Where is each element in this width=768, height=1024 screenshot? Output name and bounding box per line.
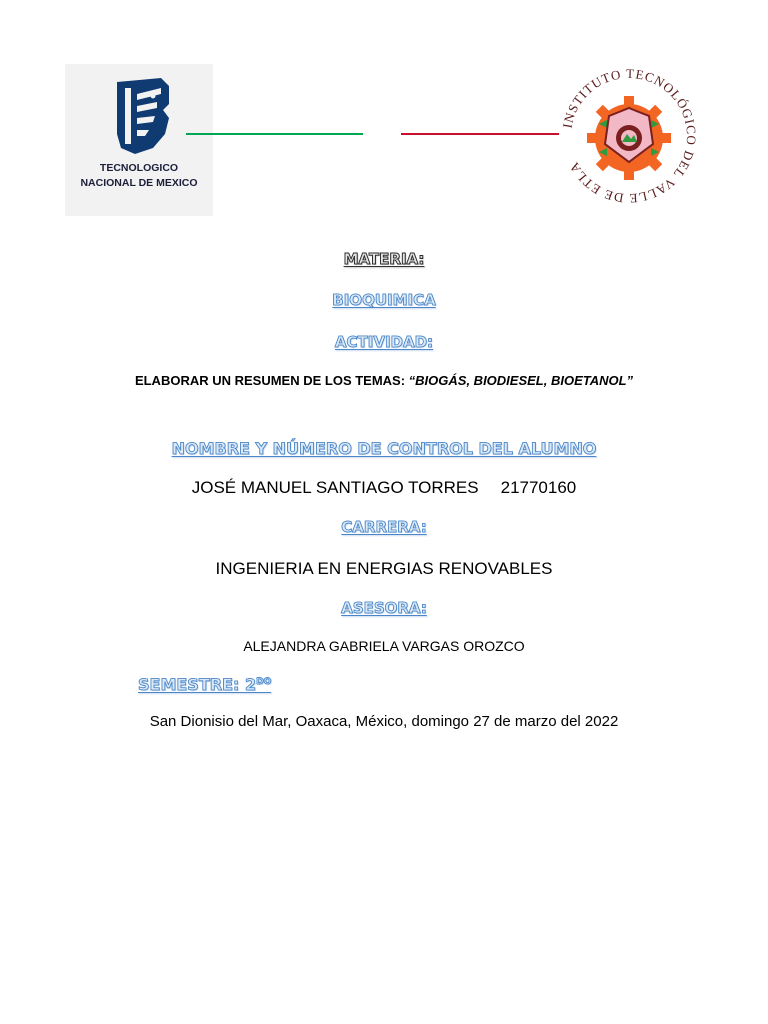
alumno-label: NOMBRE Y NÚMERO DE CONTROL DEL ALUMNO [171,439,597,458]
itve-seal-logo [555,62,703,210]
alumno-name: JOSÉ MANUEL SANTIAGO TORRES [191,478,479,497]
carrera-value: INGENIERIA EN ENERGIAS RENOVABLES [215,559,553,578]
itve-seal-icon [555,62,703,210]
actividad-label: ACTIVIDAD: [334,333,434,351]
actividad-topics: “BIOGÁS, BIODIESEL, BIOETANOL” [408,373,634,388]
asesora-label: ASESORA: [341,599,427,617]
tecnm-name-line2: NACIONAL DE MEXICO [80,177,198,189]
asesora-value: ALEJANDRA GABRIELA VARGAS OROZCO [243,638,525,654]
tecnm-logo [65,64,213,216]
alumno-control-number: 21770160 [500,478,577,497]
alumno-info [0,478,768,498]
actividad-prefix: ELABORAR UN RESUMEN DE LOS TEMAS: [134,373,409,388]
semestre-text: SEMESTRE: 2 [138,675,257,694]
green-rule [186,133,363,135]
materia-value: BIOQUIMICA [332,291,436,309]
semestre-label [138,675,271,694]
materia-label: MATERIA: [343,250,425,268]
carrera-label: CARRERA: [341,518,427,536]
semestre-ordinal: DO [256,677,272,687]
place-date: San Dionisio del Mar, Oaxaca, México, domingo 27 de marzo del 2022 [149,713,619,730]
tecnm-name-line1: TECNOLOGICO [99,162,179,174]
eagle-emblem-icon [65,64,213,164]
actividad-description [0,373,768,388]
red-rule [401,133,563,135]
svg-text:INSTITUTO TECNOLÓGICO DEL VALL: INSTITUTO TECNOLÓGICO DEL VALLE DE ETLA [559,65,700,207]
